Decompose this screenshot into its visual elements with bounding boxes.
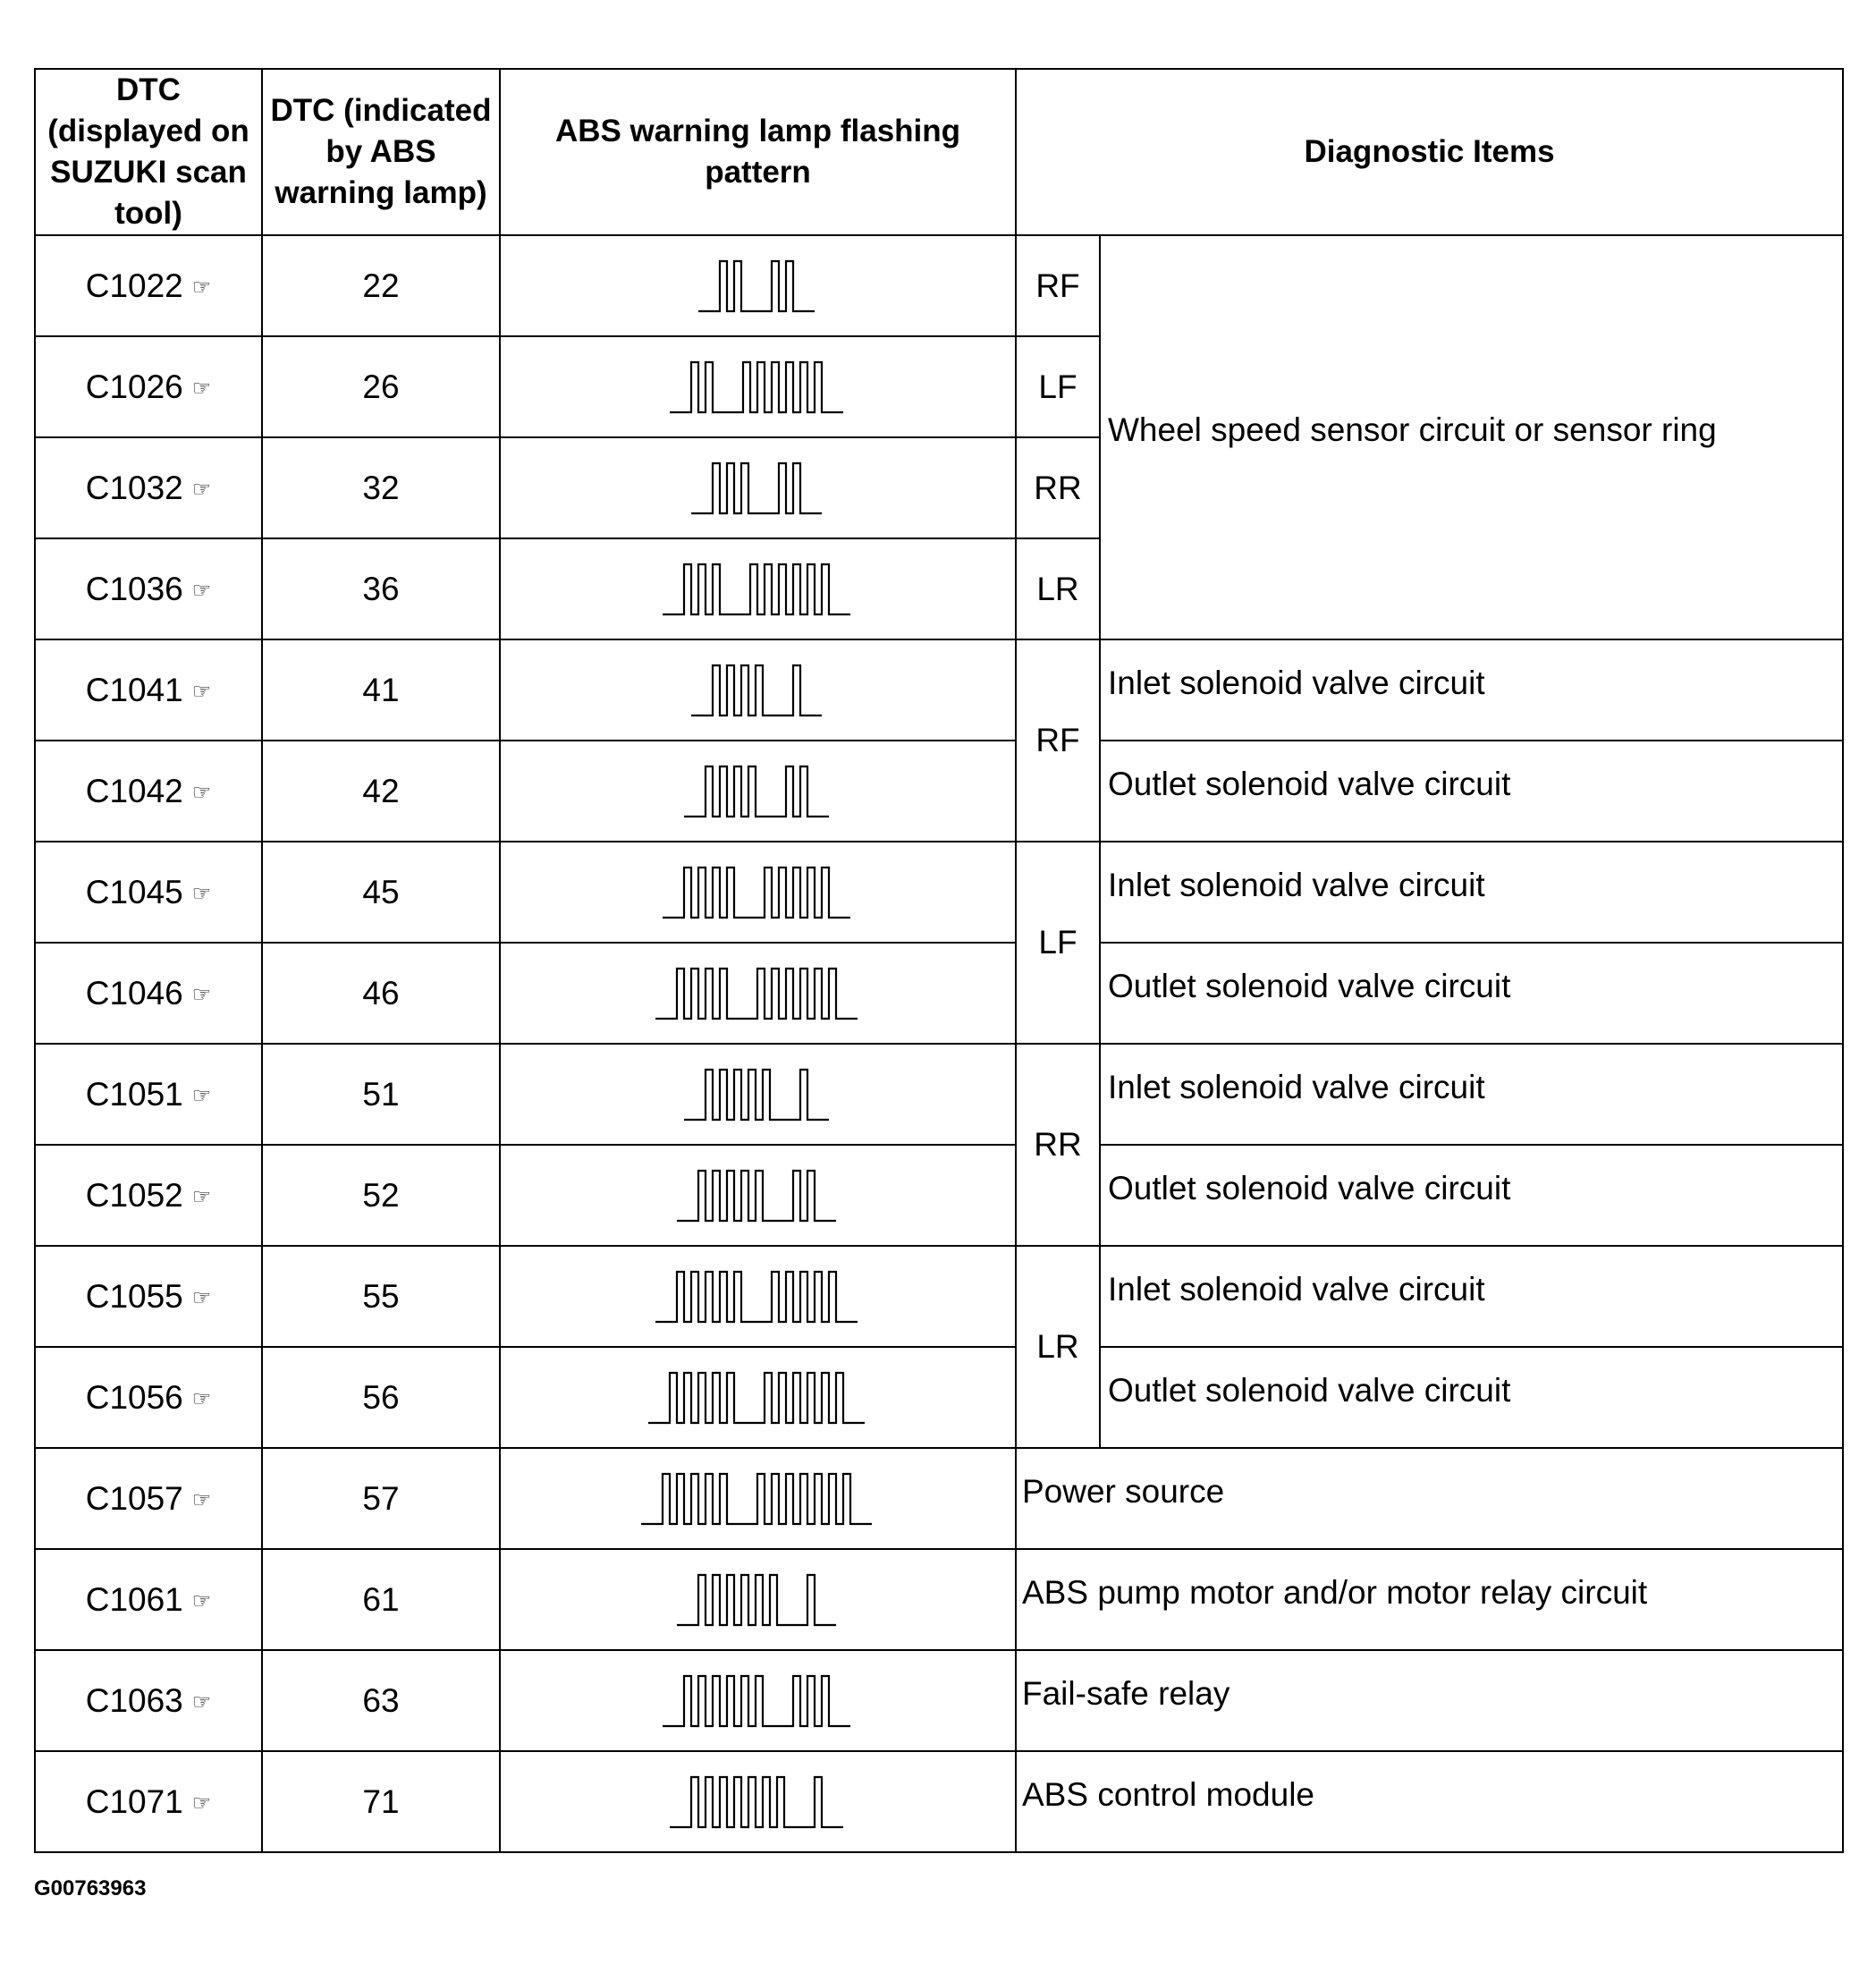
dtc-code-cell bbox=[35, 943, 262, 1044]
flash-pattern-waveform bbox=[691, 662, 825, 719]
diagnostic-item bbox=[1100, 639, 1843, 741]
dtc-code-cell bbox=[35, 1246, 262, 1347]
dtc-code-cell bbox=[35, 1448, 262, 1549]
wheel-location: RF bbox=[1016, 639, 1100, 842]
table-row bbox=[35, 1347, 1843, 1448]
lamp-code: 61 bbox=[262, 1549, 500, 1650]
wheel-location: LF bbox=[1016, 842, 1100, 1044]
pointing-hand-icon[interactable]: ☞ bbox=[191, 1790, 212, 1816]
pointing-hand-icon[interactable]: ☞ bbox=[191, 376, 212, 401]
dtc-code: C1022 bbox=[85, 267, 183, 304]
dtc-code: C1071 bbox=[85, 1782, 183, 1820]
table-row bbox=[35, 1549, 1843, 1650]
flash-pattern-waveform bbox=[684, 1066, 832, 1123]
table-row bbox=[35, 639, 1843, 741]
diagnostic-item-text: Power source bbox=[1022, 1472, 1225, 1510]
wheel-location: RF bbox=[1016, 235, 1100, 336]
diagnostic-item-text: ABS control module bbox=[1022, 1775, 1315, 1813]
diagnostic-item-text: Fail-safe relay bbox=[1022, 1674, 1230, 1712]
diagnostic-item bbox=[1016, 1751, 1843, 1852]
pointing-hand-icon[interactable]: ☞ bbox=[191, 1386, 212, 1411]
table-row bbox=[35, 943, 1843, 1044]
pointing-hand-icon[interactable]: ☞ bbox=[191, 881, 212, 906]
flash-pattern-cell bbox=[500, 943, 1016, 1044]
lamp-code: 55 bbox=[262, 1246, 500, 1347]
flash-pattern-cell bbox=[500, 1448, 1016, 1549]
flash-pattern-waveform bbox=[670, 1774, 847, 1831]
flash-pattern-line bbox=[670, 362, 843, 412]
lamp-code: 26 bbox=[262, 336, 500, 437]
flash-pattern-waveform bbox=[655, 965, 861, 1022]
pointing-hand-icon[interactable]: ☞ bbox=[191, 982, 212, 1007]
dtc-code: C1032 bbox=[85, 469, 183, 506]
lamp-code: 22 bbox=[262, 235, 500, 336]
flash-pattern-cell bbox=[500, 1549, 1016, 1650]
dtc-code: C1046 bbox=[85, 974, 183, 1012]
dtc-code-cell bbox=[35, 1751, 262, 1852]
flash-pattern-cell bbox=[500, 538, 1016, 639]
diagnostic-item-text: Wheel speed sensor circuit or sensor ring bbox=[1108, 411, 1717, 448]
diagnostic-item bbox=[1100, 1044, 1843, 1145]
lamp-code: 51 bbox=[262, 1044, 500, 1145]
dtc-code: C1061 bbox=[85, 1580, 183, 1618]
wheel-location: LR bbox=[1016, 538, 1100, 639]
flash-pattern-cell bbox=[500, 336, 1016, 437]
flash-pattern-line bbox=[655, 1272, 858, 1322]
diagnostic-item bbox=[1100, 842, 1843, 943]
flash-pattern-waveform bbox=[663, 864, 854, 921]
wheel-location: LF bbox=[1016, 336, 1100, 437]
pointing-hand-icon[interactable]: ☞ bbox=[191, 679, 212, 704]
lamp-code: 46 bbox=[262, 943, 500, 1044]
figure-id: G00763963 bbox=[34, 1876, 147, 1901]
diagnostic-item bbox=[1016, 1448, 1843, 1549]
flash-pattern-cell bbox=[500, 1347, 1016, 1448]
flash-pattern-cell bbox=[500, 1751, 1016, 1852]
dtc-code: C1042 bbox=[85, 772, 183, 809]
flash-pattern-line bbox=[663, 868, 850, 918]
wheel-location: RR bbox=[1016, 1044, 1100, 1246]
diagnostic-item-text: Inlet solenoid valve circuit bbox=[1108, 1068, 1485, 1105]
header-dtc-warning-lamp: DTC (indicated by ABS warning lamp) bbox=[262, 69, 500, 235]
flash-pattern-cell bbox=[500, 1650, 1016, 1751]
flash-pattern-cell bbox=[500, 1145, 1016, 1246]
pointing-hand-icon[interactable]: ☞ bbox=[191, 477, 212, 502]
diagnostic-item bbox=[1100, 1347, 1843, 1448]
flash-pattern-line bbox=[684, 1070, 829, 1120]
dtc-code-cell bbox=[35, 1650, 262, 1751]
dtc-code-cell bbox=[35, 235, 262, 336]
dtc-code: C1052 bbox=[85, 1176, 183, 1214]
pointing-hand-icon[interactable]: ☞ bbox=[191, 780, 212, 805]
lamp-code: 42 bbox=[262, 741, 500, 842]
flash-pattern-line bbox=[698, 261, 815, 311]
dtc-code-cell bbox=[35, 1347, 262, 1448]
dtc-code-cell bbox=[35, 538, 262, 639]
diagnostic-item-text: Inlet solenoid valve circuit bbox=[1108, 1270, 1485, 1308]
lamp-code: 57 bbox=[262, 1448, 500, 1549]
header-row bbox=[35, 69, 1843, 235]
lamp-code: 56 bbox=[262, 1347, 500, 1448]
dtc-table bbox=[34, 68, 1844, 1853]
lamp-code: 45 bbox=[262, 842, 500, 943]
pointing-hand-icon[interactable]: ☞ bbox=[191, 1285, 212, 1310]
dtc-code: C1057 bbox=[85, 1479, 183, 1517]
pointing-hand-icon[interactable]: ☞ bbox=[191, 1588, 212, 1613]
table-row bbox=[35, 1448, 1843, 1549]
flash-pattern-waveform bbox=[698, 258, 818, 315]
diagnostic-item-text: Inlet solenoid valve circuit bbox=[1108, 866, 1485, 903]
flash-pattern-line bbox=[655, 969, 858, 1019]
flash-pattern-waveform bbox=[641, 1470, 875, 1528]
wheel-location: LR bbox=[1016, 1246, 1100, 1448]
flash-pattern-waveform bbox=[670, 359, 847, 416]
dtc-code-cell bbox=[35, 1145, 262, 1246]
dtc-code-cell bbox=[35, 639, 262, 741]
lamp-code: 41 bbox=[262, 639, 500, 741]
flash-pattern-cell bbox=[500, 842, 1016, 943]
flash-pattern-cell bbox=[500, 1246, 1016, 1347]
dtc-code: C1045 bbox=[85, 873, 183, 910]
dtc-code-cell bbox=[35, 437, 262, 538]
wheel-location: RR bbox=[1016, 437, 1100, 538]
flash-pattern-waveform bbox=[691, 460, 825, 517]
dtc-code: C1056 bbox=[85, 1378, 183, 1416]
lamp-code: 71 bbox=[262, 1751, 500, 1852]
flash-pattern-line bbox=[677, 1575, 836, 1625]
dtc-code: C1063 bbox=[85, 1681, 183, 1719]
flash-pattern-line bbox=[677, 1171, 836, 1221]
diagnostic-item bbox=[1100, 1246, 1843, 1347]
table-row bbox=[35, 1650, 1843, 1751]
table-row bbox=[35, 741, 1843, 842]
table-row bbox=[35, 1044, 1843, 1145]
dtc-code: C1041 bbox=[85, 671, 183, 708]
diagnostic-item-text: Inlet solenoid valve circuit bbox=[1108, 664, 1485, 701]
flash-pattern-cell bbox=[500, 235, 1016, 336]
table-row bbox=[35, 842, 1843, 943]
flash-pattern-line bbox=[684, 766, 829, 817]
dtc-code: C1055 bbox=[85, 1277, 183, 1315]
flash-pattern-line bbox=[691, 665, 822, 715]
diagnostic-item bbox=[1100, 1145, 1843, 1246]
header-dtc-scan-tool: DTC (displayed on SUZUKI scan tool) bbox=[35, 69, 262, 235]
dtc-code-cell bbox=[35, 336, 262, 437]
lamp-code: 63 bbox=[262, 1650, 500, 1751]
lamp-code: 36 bbox=[262, 538, 500, 639]
flash-pattern-waveform bbox=[663, 1672, 854, 1730]
flash-pattern-waveform bbox=[677, 1571, 840, 1629]
diagnostic-item-text: Outlet solenoid valve circuit bbox=[1108, 1169, 1511, 1206]
table-row bbox=[35, 1145, 1843, 1246]
diagnostic-item-text: Outlet solenoid valve circuit bbox=[1108, 967, 1511, 1004]
dtc-code: C1026 bbox=[85, 368, 183, 405]
diagnostic-item bbox=[1100, 943, 1843, 1044]
flash-pattern-line bbox=[641, 1474, 872, 1524]
diagnostic-item-text: ABS pump motor and/or motor relay circuit bbox=[1022, 1573, 1648, 1611]
header-flashing-pattern: ABS warning lamp flashing pattern bbox=[500, 69, 1016, 235]
flash-pattern-line bbox=[691, 463, 822, 513]
diagnostic-item bbox=[1100, 235, 1843, 639]
flash-pattern-cell bbox=[500, 741, 1016, 842]
flash-pattern-waveform bbox=[663, 561, 854, 618]
dtc-code: C1036 bbox=[85, 570, 183, 607]
table-row bbox=[35, 1751, 1843, 1852]
dtc-code-cell bbox=[35, 1549, 262, 1650]
diagnostic-item bbox=[1100, 741, 1843, 842]
flash-pattern-waveform bbox=[655, 1268, 861, 1325]
pointing-hand-icon[interactable]: ☞ bbox=[191, 1487, 212, 1512]
flash-pattern-waveform bbox=[648, 1369, 868, 1426]
diagnostic-item-text: Outlet solenoid valve circuit bbox=[1108, 765, 1511, 802]
lamp-code: 52 bbox=[262, 1145, 500, 1246]
flash-pattern-cell bbox=[500, 437, 1016, 538]
dtc-code-cell bbox=[35, 1044, 262, 1145]
table-row bbox=[35, 1246, 1843, 1347]
flash-pattern-cell bbox=[500, 1044, 1016, 1145]
diagnostic-item-text: Outlet solenoid valve circuit bbox=[1108, 1371, 1511, 1409]
flash-pattern-line bbox=[663, 564, 850, 614]
flash-pattern-line bbox=[670, 1777, 843, 1827]
lamp-code: 32 bbox=[262, 437, 500, 538]
header-diagnostic-items: Diagnostic Items bbox=[1016, 69, 1843, 235]
pointing-hand-icon[interactable]: ☞ bbox=[191, 1184, 212, 1209]
dtc-code: C1051 bbox=[85, 1075, 183, 1113]
flash-pattern-line bbox=[648, 1373, 865, 1423]
flash-pattern-cell bbox=[500, 639, 1016, 741]
diagnostic-item bbox=[1016, 1650, 1843, 1751]
pointing-hand-icon[interactable]: ☞ bbox=[191, 578, 212, 603]
pointing-hand-icon[interactable]: ☞ bbox=[191, 275, 212, 300]
dtc-code-cell bbox=[35, 741, 262, 842]
pointing-hand-icon[interactable]: ☞ bbox=[191, 1689, 212, 1714]
dtc-code-cell bbox=[35, 842, 262, 943]
diagnostic-item bbox=[1016, 1549, 1843, 1650]
flash-pattern-waveform bbox=[684, 763, 832, 820]
table-row bbox=[35, 235, 1843, 336]
flash-pattern-line bbox=[663, 1676, 850, 1726]
pointing-hand-icon[interactable]: ☞ bbox=[191, 1083, 212, 1108]
flash-pattern-waveform bbox=[677, 1167, 840, 1224]
